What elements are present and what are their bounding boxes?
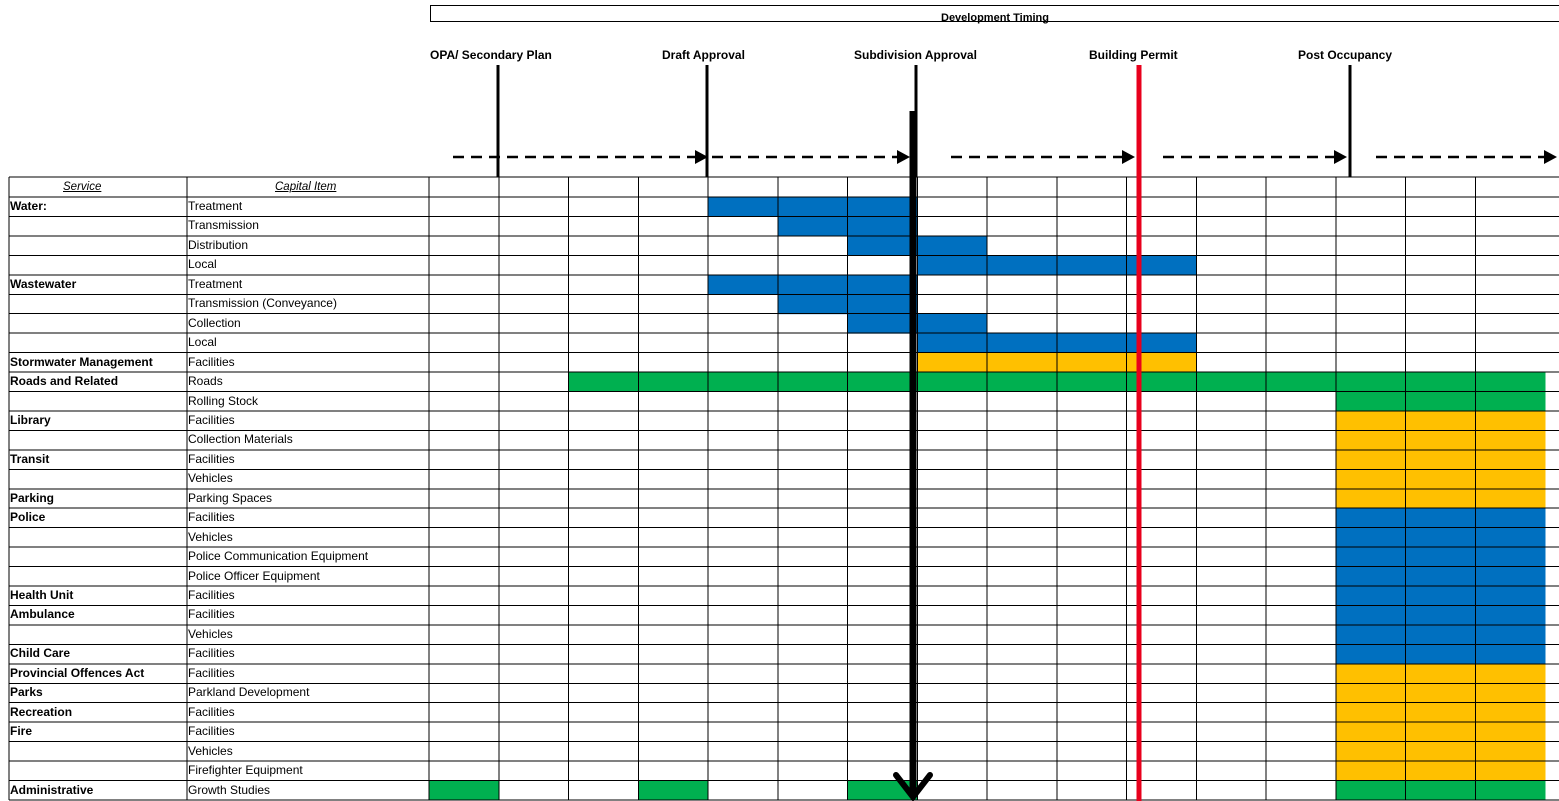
capital-item-label: Local [188,335,217,350]
timing-cell-fill [848,275,918,295]
timing-cell-fill [1336,664,1406,684]
timing-cell-fill [429,781,499,801]
capital-item-label: Local [188,257,217,272]
timing-cell-fill [1336,644,1406,664]
timing-cell-fill [1475,411,1545,431]
timing-cell-fill [1336,430,1406,450]
timing-cell-fill [1127,255,1197,275]
timing-cell-fill [1475,508,1545,528]
timing-cell-fill [1406,761,1476,781]
timing-cell-fill [848,197,918,217]
timing-cell-fill [1266,372,1336,392]
timing-cell-fill [917,236,987,256]
timing-cell-fill [1336,605,1406,625]
timing-cell-fill [1406,469,1476,489]
development-timing-title: Development Timing [430,5,1559,22]
capital-item-label: Transmission [188,218,259,233]
capital-item-label: Parking Spaces [188,490,273,505]
timing-cell-fill [1406,644,1476,664]
capital-item-label: Vehicles [188,626,233,641]
timing-cell-fill [1475,567,1545,587]
timing-cell-fill [917,333,987,353]
capital-item-label: Roads [188,374,223,389]
timing-cell-fill [778,275,848,295]
capital-item-label: Facilities [188,354,235,369]
service-label: Police [10,510,46,525]
capital-item-label: Police Communication Equipment [188,549,369,564]
timing-cell-fill [1336,547,1406,567]
capital-item-label: Treatment [188,276,243,291]
timing-cell-fill [1406,528,1476,548]
timing-cell-fill [1196,372,1266,392]
timing-cell-fill [1336,742,1406,762]
timing-cell-fill [1336,567,1406,587]
timing-cell-fill [1475,469,1545,489]
timing-cell-fill [1475,547,1545,567]
timing-cell-fill [848,236,918,256]
timing-cell-fill [1475,722,1545,742]
capital-item-label: Growth Studies [188,782,271,797]
capital-item-label: Vehicles [188,471,233,486]
milestone-label-subdivision-approval: Subdivision Approval [854,48,977,62]
timing-cell-fill [1336,683,1406,703]
timing-cell-fill [1475,605,1545,625]
timing-cell-fill [1475,430,1545,450]
timing-cell-fill [1057,255,1127,275]
timing-cell-fill [1336,411,1406,431]
timing-cell-fill [778,197,848,217]
timing-cell-fill [848,372,918,392]
timing-cell-fill [1336,489,1406,509]
service-label: Child Care [10,646,71,661]
capital-item-label: Firefighter Equipment [188,763,303,778]
timing-cell-fill [1336,528,1406,548]
timing-cell-fill [1406,567,1476,587]
timing-cell-fill [1475,683,1545,703]
capital-item-label: Rolling Stock [188,393,259,408]
timing-cell-fill [1336,586,1406,606]
timing-cell-fill [1406,625,1476,645]
timing-cell-fill [917,255,987,275]
service-label: Health Unit [10,588,74,602]
timing-cell-fill [778,216,848,236]
timing-cell-fill [1406,722,1476,742]
timing-cell-fill [1127,333,1197,353]
timing-cell-fill [1406,508,1476,528]
timing-cell-fill [1475,644,1545,664]
timing-cell-fill [708,372,778,392]
capital-item-label: Facilities [188,510,235,525]
timing-cell-fill [1336,625,1406,645]
service-label: Stormwater Management [10,354,153,369]
service-label: Ambulance [10,607,75,622]
timing-cell-fill [1057,353,1127,373]
timing-cell-fill [917,353,987,373]
timing-cell-fill [1406,392,1476,412]
timing-cell-fill [1057,333,1127,353]
timing-cell-fill [569,372,639,392]
timing-cell-fill [1336,450,1406,470]
timing-cell-fill [1475,450,1545,470]
service-label: Recreation [10,704,73,719]
timing-cell-fill [1475,781,1545,801]
timing-cell-fill [1057,372,1127,392]
timing-cell-fill [987,353,1057,373]
timing-cell-fill [1336,508,1406,528]
service-label: Fire [10,724,33,739]
capital-item-label: Facilities [188,588,235,602]
service-label: Transit [10,451,50,466]
timing-cell-fill [1406,664,1476,684]
timing-cell-fill [1475,742,1545,762]
service-label: Parks [10,685,43,700]
capital-item-label: Facilities [188,412,235,427]
timing-cell-fill [1475,625,1545,645]
timing-cell-fill [1406,489,1476,509]
timing-cell-fill [917,314,987,334]
timing-cell-fill [1406,430,1476,450]
capital-item-label: Vehicles [188,743,233,758]
timing-cell-fill [1406,605,1476,625]
timing-cell-fill [1475,489,1545,509]
timing-cell-fill [1475,392,1545,412]
timing-cell-fill [1475,761,1545,781]
capital-item-label: Facilities [188,665,235,680]
timing-cell-fill [778,372,848,392]
service-label: Library [10,412,51,427]
timing-cell-fill [1336,781,1406,801]
capital-item-label: Facilities [188,724,235,739]
timing-cell-fill [1406,450,1476,470]
timing-cell-fill [987,255,1057,275]
timing-cell-fill [848,314,918,334]
capital-item-label: Parkland Development [188,685,310,700]
capital-item-label: Treatment [188,199,243,213]
capital-item-label: Collection [188,315,241,330]
timing-cell-fill [638,781,708,801]
timing-cell-fill [1475,372,1545,392]
timing-cell-fill [1406,372,1476,392]
timing-cell-fill [778,294,848,314]
timing-cell-fill [1406,703,1476,723]
service-label: Roads and Related [10,374,119,389]
timing-cell-fill [1406,586,1476,606]
header-service: Service [63,181,102,193]
service-label: Parking [10,490,55,505]
capital-item-label: Police Officer Equipment [188,568,320,583]
milestone-label-draft-approval: Draft Approval [662,48,745,62]
milestone-label-post-occupancy: Post Occupancy [1298,48,1393,62]
service-label: Provincial Offences Act [10,665,145,680]
capital-item-label: Facilities [188,607,235,622]
capital-item-label: Distribution [188,237,249,252]
timing-cell-fill [1406,547,1476,567]
timing-cell-fill [1406,781,1476,801]
timing-cell-fill [1406,683,1476,703]
timing-cell-fill [638,372,708,392]
timing-cell-fill [1336,392,1406,412]
timing-cell-fill [1336,469,1406,489]
timing-cell-fill [1127,353,1197,373]
capital-item-label: Facilities [188,704,235,719]
timing-cell-fill [1475,528,1545,548]
timing-cell-fill [987,333,1057,353]
timing-cell-fill [1336,722,1406,742]
timing-cell-fill [1336,703,1406,723]
capital-item-label: Vehicles [188,529,233,544]
timing-cell-fill [1406,411,1476,431]
capital-item-label: Facilities [188,451,235,466]
timing-cell-fill [917,372,987,392]
milestone-label-opa: OPA/ Secondary Plan [430,48,552,62]
timing-cell-fill [1475,586,1545,606]
timing-cell-fill [1336,372,1406,392]
timing-cell-fill [848,781,918,801]
timing-cell-fill [1475,664,1545,684]
timing-cell-fill [1406,742,1476,762]
service-label: Water: [10,199,47,213]
capital-item-label: Collection Materials [188,432,293,447]
timing-cell-fill [987,372,1057,392]
timing-cell-fill [1127,372,1197,392]
capital-item-label: Facilities [188,646,235,661]
timing-cell-fill [1475,703,1545,723]
capital-item-label: Transmission (Conveyance) [188,296,337,311]
timing-cell-fill [708,197,778,217]
header-capital-item: Capital Item [275,181,337,193]
timing-cell-fill [708,275,778,295]
timing-cell-fill [1336,761,1406,781]
service-label: Wastewater [10,276,77,291]
milestone-label-building-permit: Building Permit [1089,48,1178,62]
service-label: Administrative [10,782,94,797]
timing-cell-fill [848,294,918,314]
timing-cell-fill [848,216,918,236]
